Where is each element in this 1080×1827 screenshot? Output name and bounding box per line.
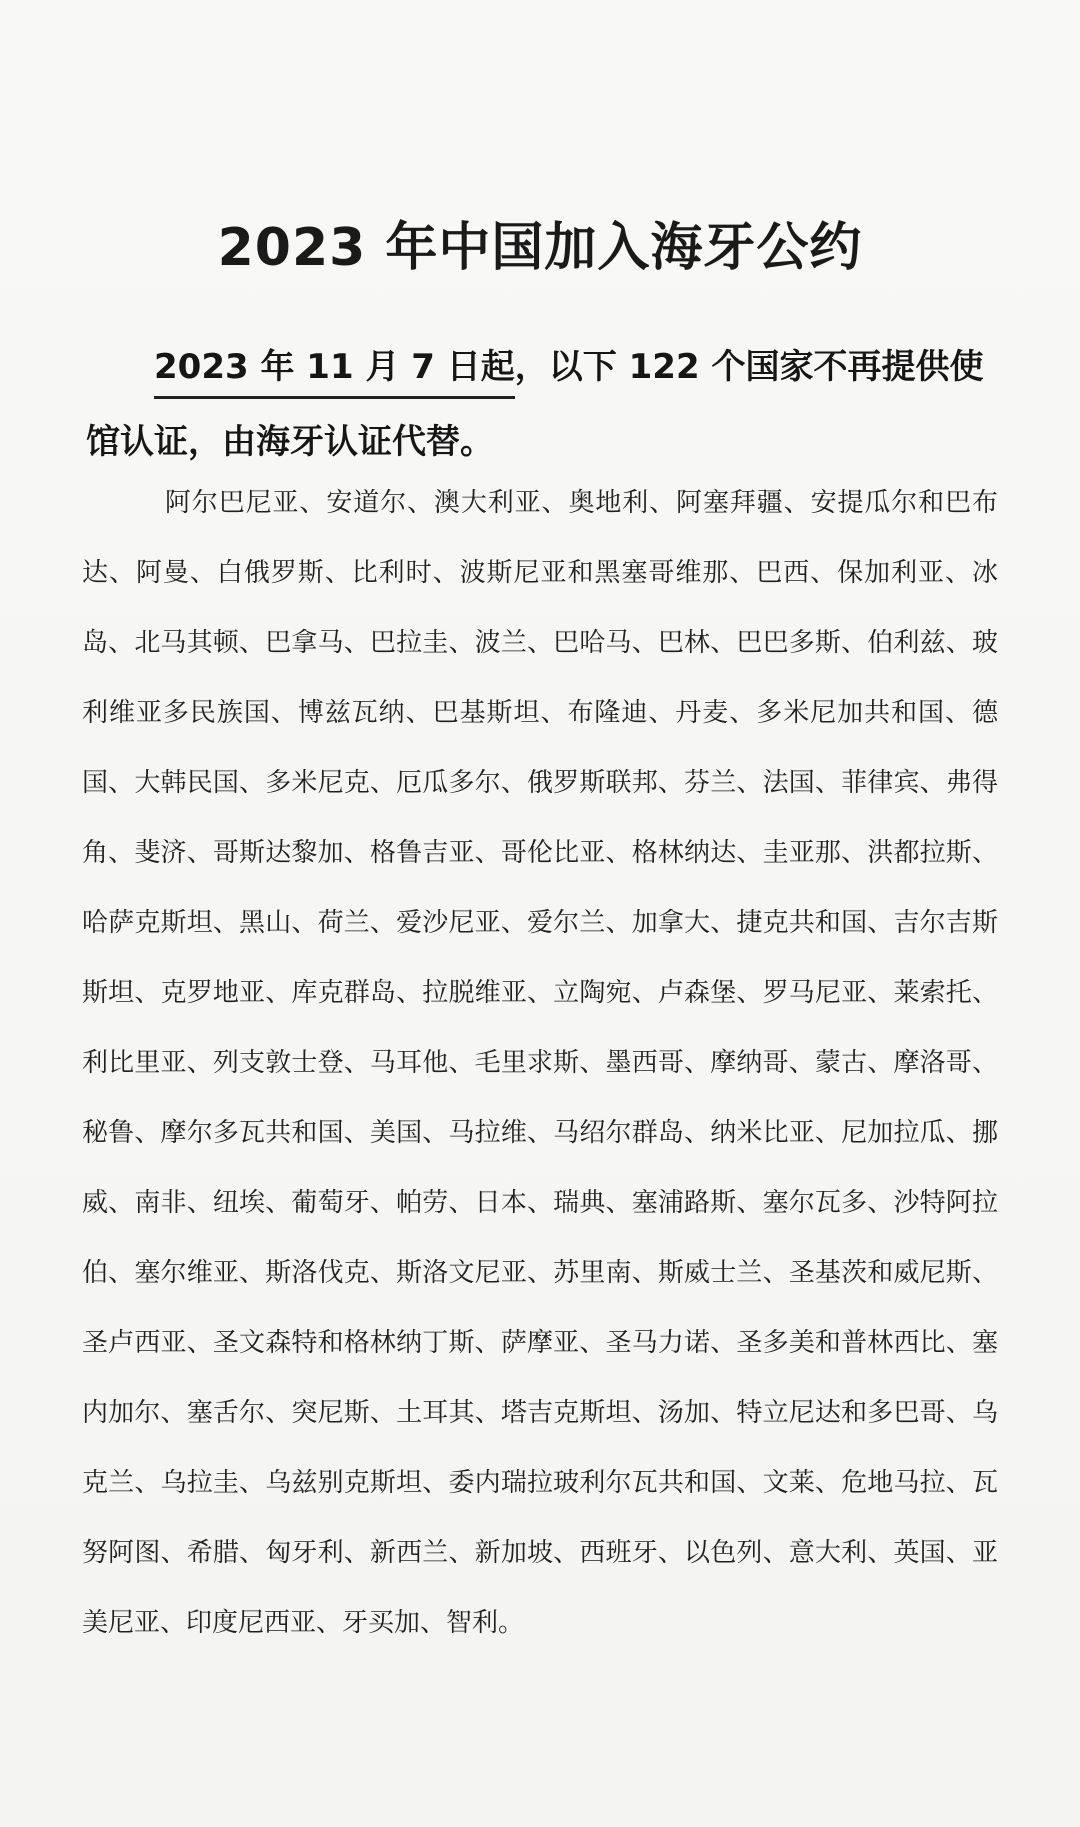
country-list-paragraph xyxy=(82,468,998,1658)
lead-date-underlined: 2023 年 11 月 7 日起 xyxy=(154,338,515,399)
lead-paragraph xyxy=(86,330,1006,480)
country-list-text: 阿尔巴尼亚、安道尔、澳大利亚、奥地利、阿塞拜疆、安提瓜尔和巴布达、阿曼、白俄罗斯、比利时、波斯尼亚和黑塞哥维那、巴西、保加利亚、冰岛、北马其顿、巴拿马、巴拉圭、波兰、巴哈马、巴林、巴巴多斯、伯利兹、玻利维亚多民族国、博兹瓦纳、巴基斯坦、布隆迪、丹麦、多米尼加共和国、德国、大韩民国、多米尼克、厄瓜多尔、俄罗斯联邦、芬兰、法国、菲律宾、弗得角、斐济、哥斯达黎加、格鲁吉亚、哥伦比亚、格林纳达、圭亚那、洪都拉斯、哈萨克斯坦、黑山、荷兰、爱沙尼亚、爱尔兰、加拿大、捷克共和国、吉尔吉斯斯坦、克罗地亚、库克群岛、拉脱维亚、立陶宛、卢森堡、罗马尼亚、莱索托、利比里亚、列支敦士登、马耳他、毛里求斯、墨西哥、摩纳哥、蒙古、摩洛哥、秘鲁、摩尔多瓦共和国、美国、马拉维、马绍尔群岛、纳米比亚、尼加拉瓜、挪威、南非、纽埃、葡萄牙、帕劳、日本、瑞典、塞浦路斯、塞尔瓦多、沙特阿拉伯、塞尔维亚、斯洛伐克、斯洛文尼亚、苏里南、斯威士兰、圣基茨和威尼斯、圣卢西亚、圣文森特和格林纳丁斯、萨摩亚、圣马力诺、圣多美和普林西比、塞内加尔、塞舌尔、突尼斯、土耳其、塔吉克斯坦、汤加、特立尼达和多巴哥、乌克兰、乌拉圭、乌兹别克斯坦、委内瑞拉玻利尔瓦共和国、文莱、危地马拉、瓦努阿图、希腊、匈牙利、新西兰、新加坡、西班牙、以色列、意大利、英国、亚美尼亚、印度尼西亚、牙买加、智利。 xyxy=(82,488,998,1638)
lead-text: ，以下 122 个国家不再提供使馆认证，由海牙认证代替。 xyxy=(86,347,984,462)
document-title: 2023 年中国加入海牙公约 xyxy=(217,218,863,278)
